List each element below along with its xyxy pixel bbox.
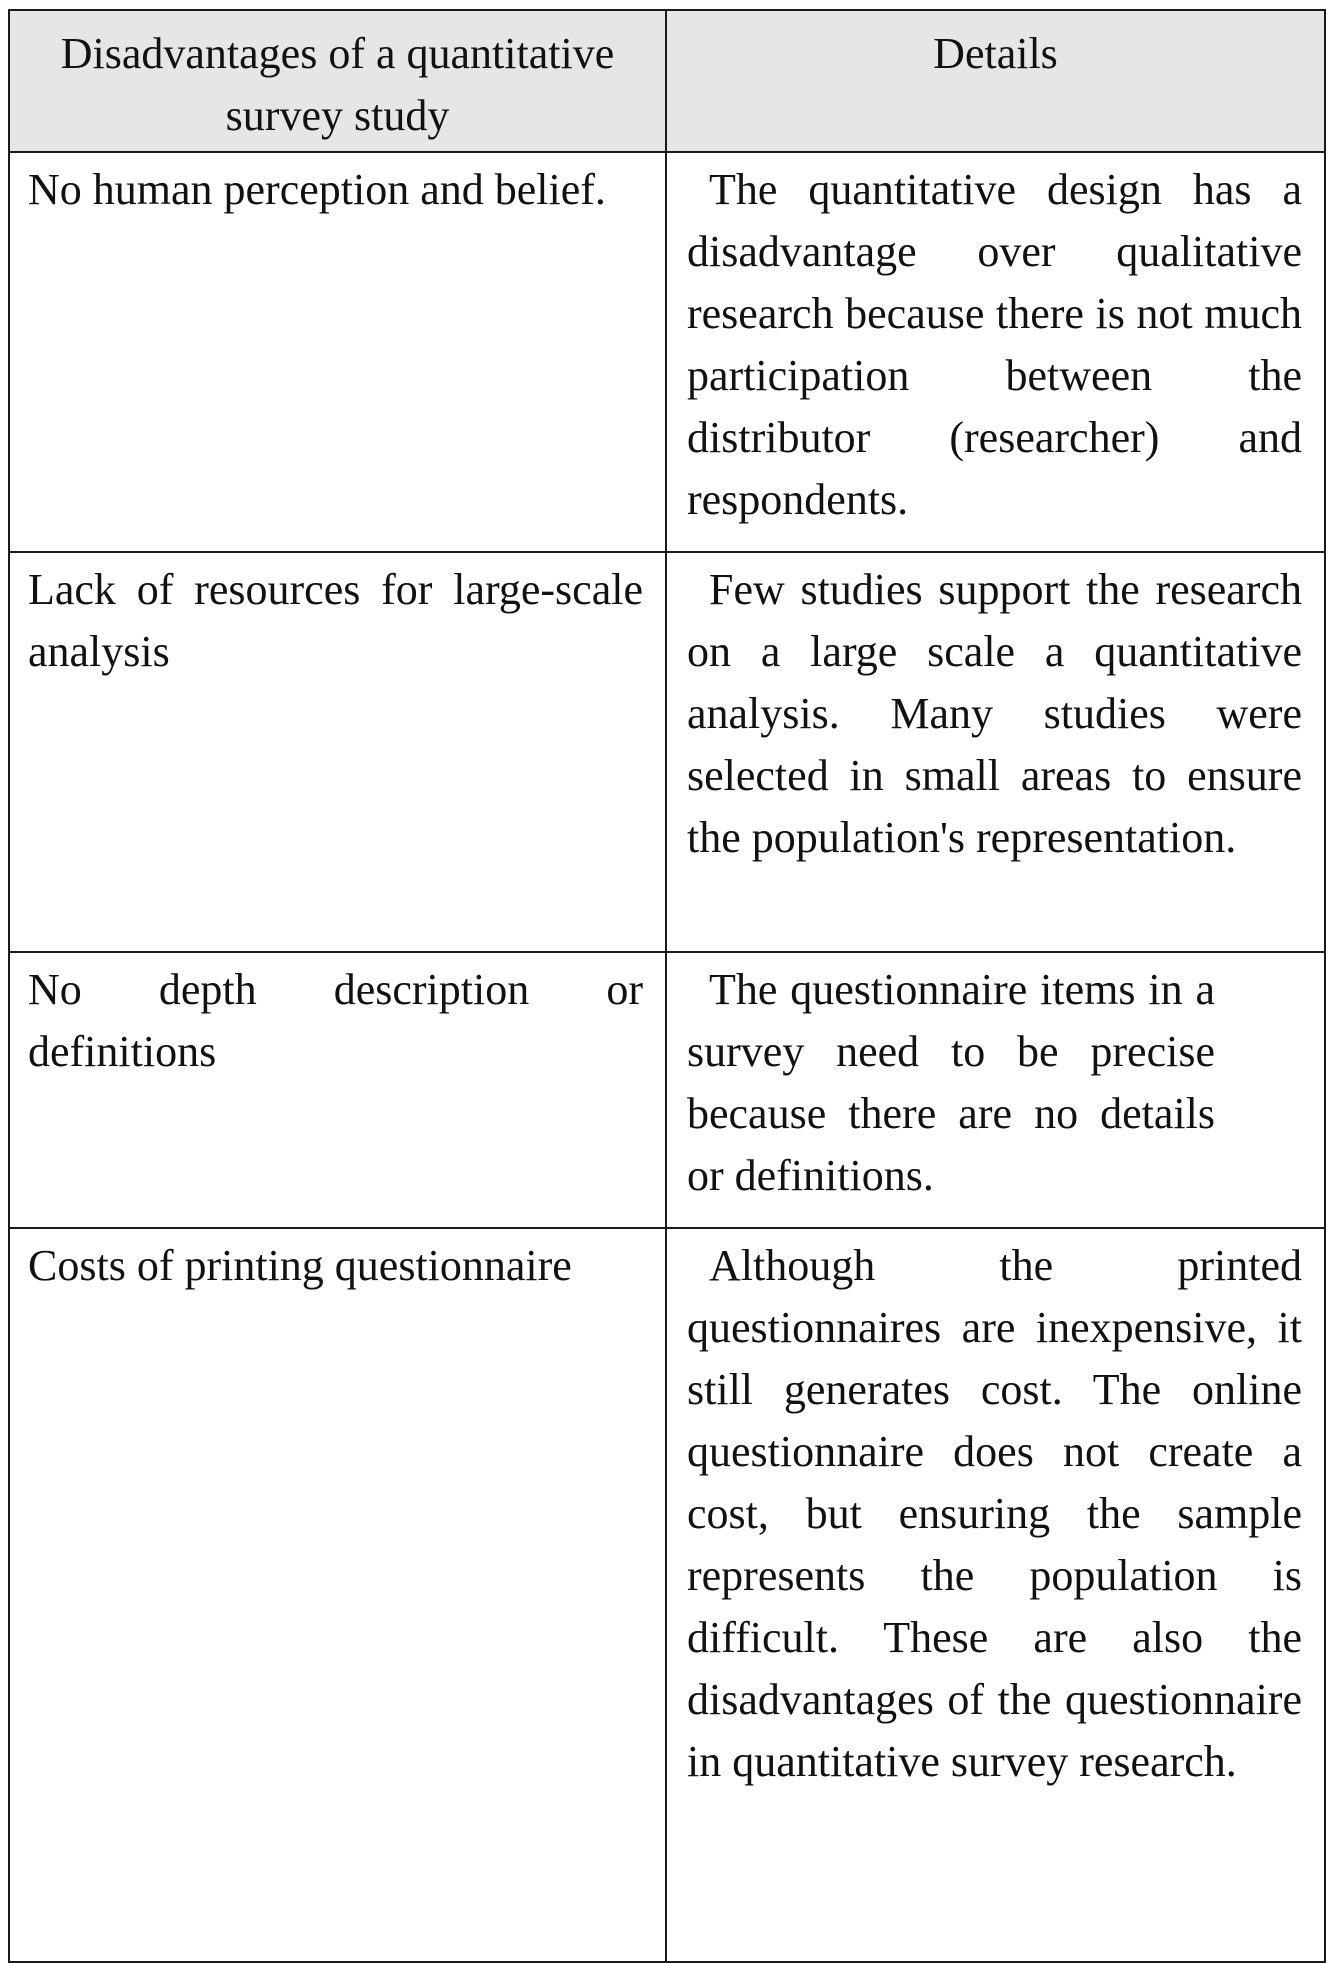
table-row — [9, 952, 1325, 1228]
table-row — [9, 152, 1325, 552]
disadvantage-cell: Costs of printing questionnaire — [9, 1228, 666, 1962]
header-details: Details — [666, 10, 1325, 152]
header-disadvantages: Disadvantages of a quantitative survey study — [9, 10, 666, 152]
details-cell: The quantitative design has a disadvantage over qualitative research because there is not much participation between the distributor (researcher) and respondents. — [666, 152, 1325, 552]
disadvantage-cell: Lack of resources for large-scale analysis — [9, 552, 666, 952]
details-cell — [666, 952, 1325, 1228]
details-text: The questionnaire items in a survey need to be precise because there are no details or definitions. — [687, 965, 1215, 1200]
disadvantages-table — [8, 9, 1326, 1963]
table-row — [9, 1228, 1325, 1962]
details-cell: Few studies support the research on a large scale a quantitative analysis. Many studies were selected in small areas to ensure the population's representation. — [666, 552, 1325, 952]
table-row — [9, 552, 1325, 952]
details-cell: Although the printed questionnaires are inexpensive, it still generates cost. The online questionnaire does not create a cost, but ensuring the sample represents the population is difficult. These are also the disadvantages of the questionnaire in quantitative survey research. — [666, 1228, 1325, 1962]
document-page — [8, 9, 1324, 1963]
disadvantage-cell: No depth description or definitions — [9, 952, 666, 1228]
disadvantage-cell: No human perception and belief. — [9, 152, 666, 552]
table-header-row — [9, 10, 1325, 152]
